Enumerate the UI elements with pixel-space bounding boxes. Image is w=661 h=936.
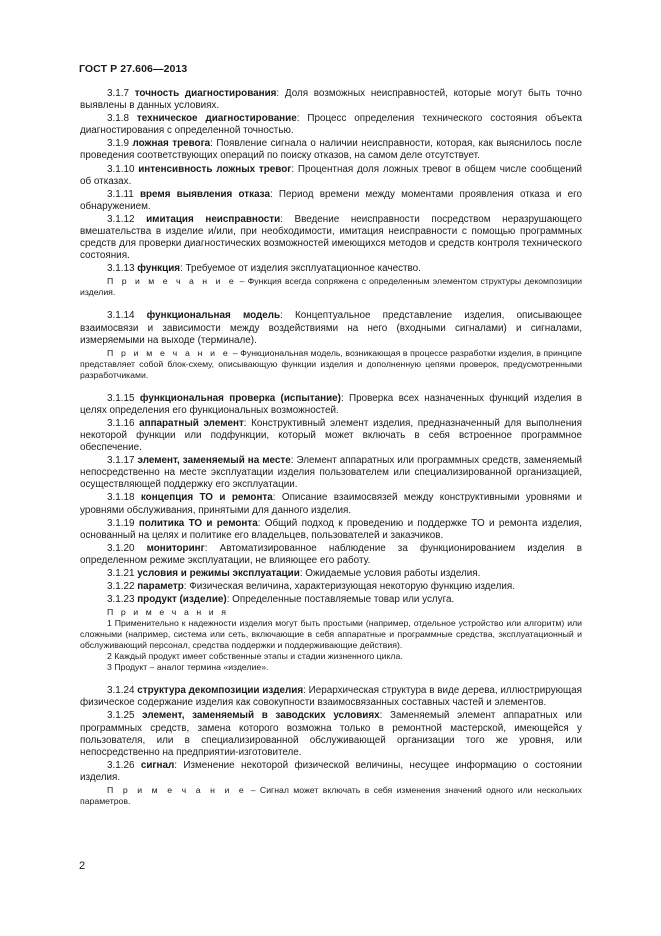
document-body [80, 88, 582, 807]
term: интенсивность ложных тревог [138, 163, 292, 175]
entry-3-1-25: 3.1.25 элемент, заменяемый в заводских условиях: Заменяемый элемент аппаратных или программных средств, замена которого возможна только в ремонтной мастерской, имеющейся у пользователя, или в специализированной обслуживающей организации того же уровня, или непосредственно на предприятии-изготовителе. [80, 710, 582, 758]
term: функциональная проверка (испытание) [139, 392, 341, 404]
entry-3-1-9: 3.1.9 ложная тревога: Появление сигнала о наличии неисправности, которая, как выяснилось после проведения соответствующих операций по поиску отказов, на самом деле отсутствует. [80, 138, 582, 162]
note-3-1-23-1: 1 Применительно к надежности изделия могут быть простыми (например, отдельное устройство или алгоритм) или сложными (например, система или сеть, включающие в себя аппаратные и программные средства, эксплуатационный и обслуживающий персонал, средства поддержки и поддерживающие действия). [80, 618, 582, 651]
term: техническое диагностирование [136, 113, 297, 125]
note-3-1-23-2: 2 Каждый продукт имеет собственные этапы и стадии жизненного цикла. [107, 651, 403, 662]
entry-3-1-21: 3.1.21 условия и режимы эксплуатации: Ожидаемые условия работы изделия. [107, 568, 481, 579]
entry-3-1-18: 3.1.18 концепция ТО и ремонта: Описание взаимосвязей между конструктивными уровнями и уровнями обслуживания, принятыми для данного изделия. [80, 492, 582, 516]
note-3-1-14: П р и м е ч а н и е – Функциональная модель, возникающая в процессе разработки изделия, в принципе представляет собой блок-схему, описывающую функции изделия и дополненную цепями проверок, предусмотренными разработчиками. [80, 347, 582, 380]
entry-3-1-14: 3.1.14 функциональная модель: Концептуальное представление изделия, описывающее взаимосвязи и зависимости между воздействиями на него (входными сигналами) и сигналами, измеряемыми на выходе (терминале). [80, 310, 582, 346]
entry-3-1-15: 3.1.15 функциональная проверка (испытание): Проверка всех назначенных функций изделия в целях определения его функциональных возможностей. [80, 392, 582, 416]
entry-3-1-11: 3.1.11 время выявления отказа: Период времени между моментами проявления отказа и его обнаружением. [80, 188, 582, 212]
note-3-1-23-3: 3 Продукт – аналог термина «изделие». [107, 662, 269, 673]
entry-3-1-23: 3.1.23 продукт (изделие): Определенные поставляемые товар или услуга. [107, 594, 455, 606]
term: концепция ТО и ремонта [140, 492, 273, 504]
term: условия и режимы эксплуатации [137, 568, 300, 579]
standard-header: ГОСТ Р 27.606—2013 [79, 63, 188, 75]
page-number: 2 [79, 860, 86, 872]
notes-heading: П р и м е ч а н и я [107, 607, 229, 618]
note-3-1-26: П р и м е ч а н и е – Сигнал может включать в себя изменения значений одного или нескольких параметров. [80, 785, 583, 807]
term: продукт (изделие) [137, 594, 227, 606]
term: элемент, заменяемый на месте [137, 455, 291, 467]
entry-3-1-22: 3.1.22 параметр: Физическая величина, характеризующая некоторую функцию изделия. [107, 581, 515, 593]
entry-3-1-8: 3.1.8 техническое диагностирование: Процесс определения технического состояния объекта диагностирования с определенной точностью. [80, 113, 583, 137]
entry-3-1-13: 3.1.13 функция: Требуемое от изделия эксплуатационное качество. [107, 263, 421, 275]
term: сигнал [140, 759, 175, 771]
term: мониторинг [146, 542, 205, 554]
term: политика ТО и ремонта [138, 517, 258, 529]
entry-3-1-20: 3.1.20 мониторинг: Автоматизированное наблюдение за функционированием изделия в определенном режиме эксплуатации, не влияющее его работу. [80, 542, 582, 566]
term: элемент, заменяемый в заводских условиях [142, 710, 380, 722]
entry-3-1-17: 3.1.17 элемент, заменяемый на месте: Элемент аппаратных или программных средств, заменяемый непосредственно на месте эксплуатации изделия пользователем или специализированной организацией, осуществляющей поддержку его эксплуатации. [80, 455, 582, 491]
entry-3-1-19: 3.1.19 политика ТО и ремонта: Общий подход к проведению и поддержке ТО и ремонта изделия, основанный на целях и политике его владельцев, пользователей и заказчиков. [80, 517, 582, 541]
term: аппаратный элемент [139, 417, 244, 429]
entry-3-1-24: 3.1.24 структура декомпозиции изделия: Иерархическая структура в виде дерева, иллюстрирующая физическое содержание изделия как совокупности взаимосвязанных составных частей и элементов. [80, 685, 582, 709]
term: параметр [137, 581, 184, 593]
entry-3-1-12: 3.1.12 имитация неисправности: Введение неисправности посредством неразрушающего вмешательства в изделие и/или, при необходимости, имитация неисправности с помощью программных средств для проверки диагностических возможностей имеющихся методов и средств контроля технического состояния. [80, 213, 582, 262]
term: время выявления отказа [139, 188, 270, 200]
entry-3-1-16: 3.1.16 аппаратный элемент: Конструктивный элемент изделия, предназначенный для выполнения некоторой функции или подфункции, который может включать в себя встроенное программное обеспечение. [80, 417, 583, 454]
term: имитация неисправности [146, 213, 281, 225]
entry-3-1-26: 3.1.26 сигнал: Изменение некоторой физической величины, несущее информацию о состоянии изделия. [80, 759, 582, 783]
term: функция [137, 263, 181, 275]
note-3-1-13: П р и м е ч а н и е – Функция всегда сопряжена с определенным элементом структуры декомпозиции изделия. [80, 276, 582, 298]
term: функциональная модель [146, 310, 281, 322]
term: точность диагностирования [134, 88, 277, 99]
entry-3-1-7: 3.1.7 точность диагностирования: Доля возможных неисправностей, которые могут быть точно выявлены в данных условиях. [80, 88, 582, 112]
entry-3-1-10: 3.1.10 интенсивность ложных тревог: Процентная доля ложных тревог в общем числе сообщений об отказах. [80, 163, 582, 187]
term: ложная тревога [132, 138, 211, 150]
term: структура декомпозиции изделия [137, 685, 304, 697]
